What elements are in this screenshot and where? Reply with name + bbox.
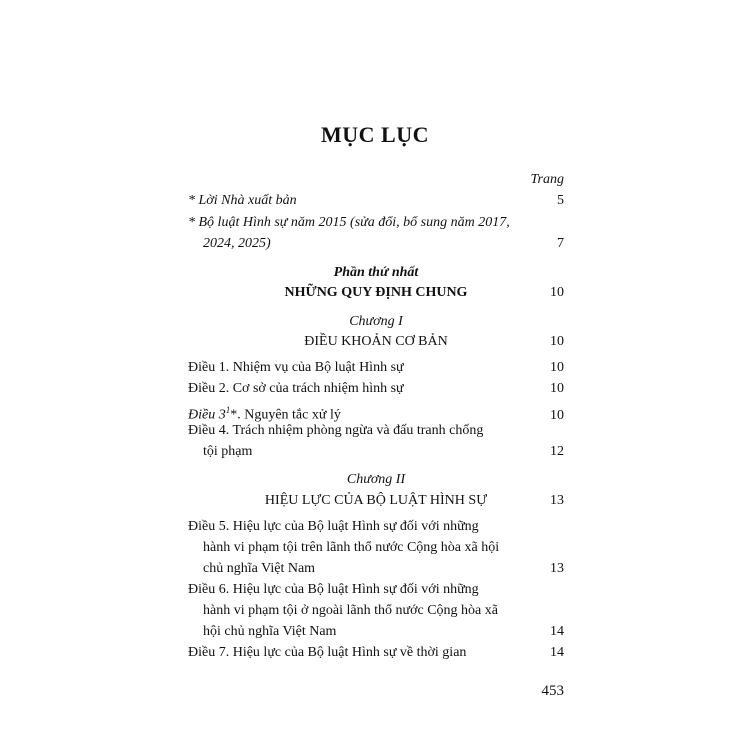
toc-entry-page: 14: [550, 645, 564, 660]
footnote-marker: 1: [225, 405, 231, 415]
toc-entry-text: 2024, 2025): [203, 236, 271, 251]
toc-entry-text: * Lời Nhà xuất bản: [188, 193, 297, 208]
chapter-title-text: ĐIỀU KHOẢN CƠ BẢN: [304, 334, 448, 349]
page-title: MỤC LỤC: [321, 122, 429, 147]
toc-entry-dieu-6: [188, 579, 564, 601]
chapter-title-text: HIỆU LỰC CỦA BỘ LUẬT HÌNH SỰ: [264, 493, 488, 508]
toc-entry-text: tội phạm: [203, 444, 253, 459]
toc-entry-dieu-6-cont: [188, 600, 564, 622]
toc-entry-page: 13: [550, 493, 564, 508]
part-label-text: Phần thứ nhất: [333, 265, 419, 280]
chapter-label: [188, 469, 564, 491]
toc-entry-text: * Bộ luật Hình sự năm 2015 (sửa đổi, bổ sung năm 2017,: [188, 215, 510, 230]
toc-entry-page: 13: [550, 561, 564, 576]
toc-entry-dieu-5-cont: [188, 537, 564, 559]
toc-entry-text: hành vi phạm tội ở ngoài lãnh thổ nước Cộng hòa xã: [203, 603, 498, 618]
toc-entry-text: Điều 1. Nhiệm vụ của Bộ luật Hình sự: [188, 360, 404, 375]
toc-entry-blhs-cont: [188, 233, 564, 255]
toc-entry-text: Điều 2. Cơ sở của trách nhiệm hình sự: [188, 381, 404, 396]
article-prefix: Điều 3: [188, 407, 226, 423]
toc-entry-page: 10: [550, 381, 564, 396]
chapter-label-text: Chương I: [349, 314, 403, 329]
toc-entry-loi-nxb: [188, 190, 564, 212]
toc-entry-dieu-1: [188, 357, 564, 379]
toc-entry-dieu-4: [188, 420, 564, 442]
toc-entry-text: Điều 6. Hiệu lực của Bộ luật Hình sự đối với những: [188, 582, 479, 597]
part-title: [188, 282, 564, 304]
chapter-label: [188, 311, 564, 333]
part-title-text: NHỮNG QUY ĐỊNH CHUNG: [284, 285, 468, 300]
page-column-label: Trang: [530, 172, 564, 187]
toc-entry-text: hội chủ nghĩa Việt Nam: [203, 624, 337, 639]
toc-entry-dieu-7: [188, 642, 564, 664]
toc-entry-text: chủ nghĩa Việt Nam: [203, 561, 316, 576]
toc-entry-page: 14: [550, 624, 564, 639]
chapter-title: [188, 490, 564, 512]
toc-entry-page: 10: [550, 285, 564, 300]
toc-entry-blhs: [188, 212, 564, 234]
toc-entry-page: 10: [550, 407, 564, 423]
chapter-label-text: Chương II: [346, 472, 406, 487]
toc-entry-dieu-4-cont: [188, 441, 564, 463]
toc-entry-dieu-5-cont: [188, 558, 564, 580]
toc-entry-text: Điều 7. Hiệu lực của Bộ luật Hình sự về thời gian: [188, 645, 467, 660]
toc-entry-page: 7: [557, 236, 564, 251]
toc-entry-dieu-6-cont: [188, 621, 564, 643]
toc-entry-page: 12: [550, 444, 564, 459]
toc-entry-page: 5: [557, 193, 564, 208]
article-title: *. Nguyên tắc xử lý: [230, 407, 341, 423]
toc-entry-text: hành vi phạm tội trên lãnh thổ nước Cộng hòa xã hội: [203, 540, 500, 555]
toc-entry-text: Điều 5. Hiệu lực của Bộ luật Hình sự đối với những: [188, 519, 479, 534]
toc-entry-page: 10: [550, 360, 564, 375]
chapter-title: [188, 331, 564, 353]
part-label: [188, 262, 564, 284]
toc-entry-text: Điều 4. Trách nhiệm phòng ngừa và đấu tranh chống: [188, 423, 484, 438]
toc-entry-dieu-2: [188, 378, 564, 400]
toc-entry-page: 10: [550, 334, 564, 349]
page-number: 453: [541, 683, 564, 699]
toc-entry-dieu-5: [188, 516, 564, 538]
